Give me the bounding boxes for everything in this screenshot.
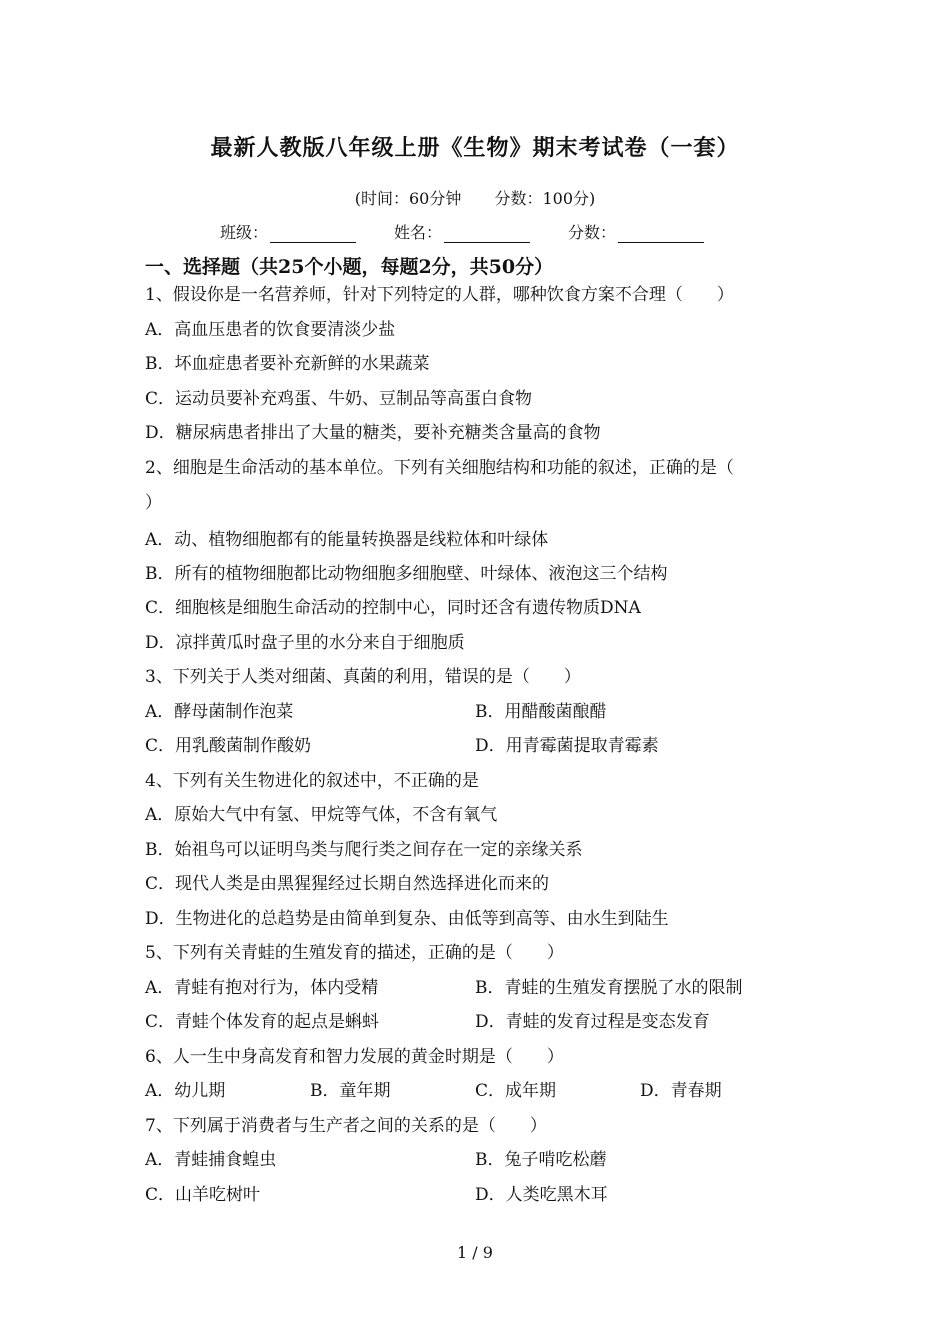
question-stem-continued: ）	[145, 493, 162, 513]
option-a: A．青蛙捕食蝗虫	[145, 1150, 277, 1170]
option-a: A．酵母菌制作泡菜	[145, 702, 294, 722]
student-info	[220, 220, 742, 243]
option-a: A．原始大气中有氢、甲烷等气体，不含有氧气	[145, 805, 498, 825]
option-a: A．幼儿期	[145, 1081, 226, 1101]
score-label: 分数：	[568, 223, 617, 242]
option-c: C．用乳酸菌制作酸奶	[145, 736, 312, 756]
exam-info	[0, 186, 950, 209]
exam-time: (时间：60分钟	[354, 189, 462, 208]
page-title: 最新人教版八年级上册《生物》期末考试卷（一套）	[210, 135, 740, 161]
name-label: 姓名：	[394, 223, 443, 242]
option-b: B．兔子啃吃松蘑	[475, 1150, 607, 1170]
question-stem: 2、细胞是生命活动的基本单位。下列有关细胞结构和功能的叙述，正确的是（	[145, 458, 734, 478]
option-a: A．青蛙有抱对行为，体内受精	[145, 978, 379, 998]
option-b: B．童年期	[310, 1081, 391, 1101]
option-d: D．青春期	[640, 1081, 722, 1101]
option-c: C．山羊吃树叶	[145, 1185, 261, 1205]
option-b: B．所有的植物细胞都比动物细胞多细胞壁、叶绿体、液泡这三个结构	[145, 564, 668, 584]
option-d: D．青蛙的发育过程是变态发育	[475, 1012, 710, 1032]
name-field	[394, 220, 530, 243]
question-stem: 1、假设你是一名营养师，针对下列特定的人群，哪种饮食方案不合理（ ）	[145, 285, 734, 305]
option-a: A．动、植物细胞都有的能量转换器是线粒体和叶绿体	[145, 530, 549, 550]
score-field	[568, 220, 704, 243]
option-d: D．凉拌黄瓜时盘子里的水分来自于细胞质	[145, 633, 465, 653]
option-d: D．糖尿病患者排出了大量的糖类，要补充糖类含量高的食物	[145, 423, 601, 443]
option-b: B．青蛙的生殖发育摆脱了水的限制	[475, 978, 743, 998]
option-c: C．成年期	[475, 1081, 557, 1101]
option-b: B．坏血症患者要补充新鲜的水果蔬菜	[145, 354, 430, 374]
option-c: C．运动员要补充鸡蛋、牛奶、豆制品等高蛋白食物	[145, 389, 533, 409]
class-blank	[270, 226, 356, 243]
class-label: 班级：	[220, 223, 269, 242]
option-d: D．用青霉菌提取青霉素	[475, 736, 659, 756]
class-field	[220, 220, 356, 243]
section-heading: 一、选择题（共25个小题，每题2分，共50分）	[145, 256, 554, 278]
question-stem: 3、下列关于人类对细菌、真菌的利用，错误的是（ ）	[145, 667, 581, 687]
name-blank	[444, 226, 530, 243]
page-number: 1 / 9	[457, 1243, 493, 1262]
option-b: B．始祖鸟可以证明鸟类与爬行类之间存在一定的亲缘关系	[145, 840, 583, 860]
option-d: D．生物进化的总趋势是由简单到复杂、由低等到高等、由水生到陆生	[145, 909, 669, 929]
exam-score: 分数：100分)	[494, 189, 596, 208]
option-b: B．用醋酸菌酿醋	[475, 702, 607, 722]
question-stem: 7、下列属于消费者与生产者之间的关系的是（ ）	[145, 1116, 547, 1136]
option-d: D．人类吃黑木耳	[475, 1185, 608, 1205]
option-c: C．细胞核是细胞生命活动的控制中心，同时还含有遗传物质DNA	[145, 598, 641, 618]
question-stem: 6、人一生中身高发育和智力发展的黄金时期是（ ）	[145, 1047, 564, 1067]
question-stem: 4、下列有关生物进化的叙述中，不正确的是	[145, 771, 479, 791]
option-c: C．青蛙个体发育的起点是蝌蚪	[145, 1012, 380, 1032]
option-a: A．高血压患者的饮食要清淡少盐	[145, 320, 396, 340]
question-stem: 5、下列有关青蛙的生殖发育的描述，正确的是（ ）	[145, 943, 564, 963]
score-blank	[618, 226, 704, 243]
option-c: C．现代人类是由黑猩猩经过长期自然选择进化而来的	[145, 874, 550, 894]
